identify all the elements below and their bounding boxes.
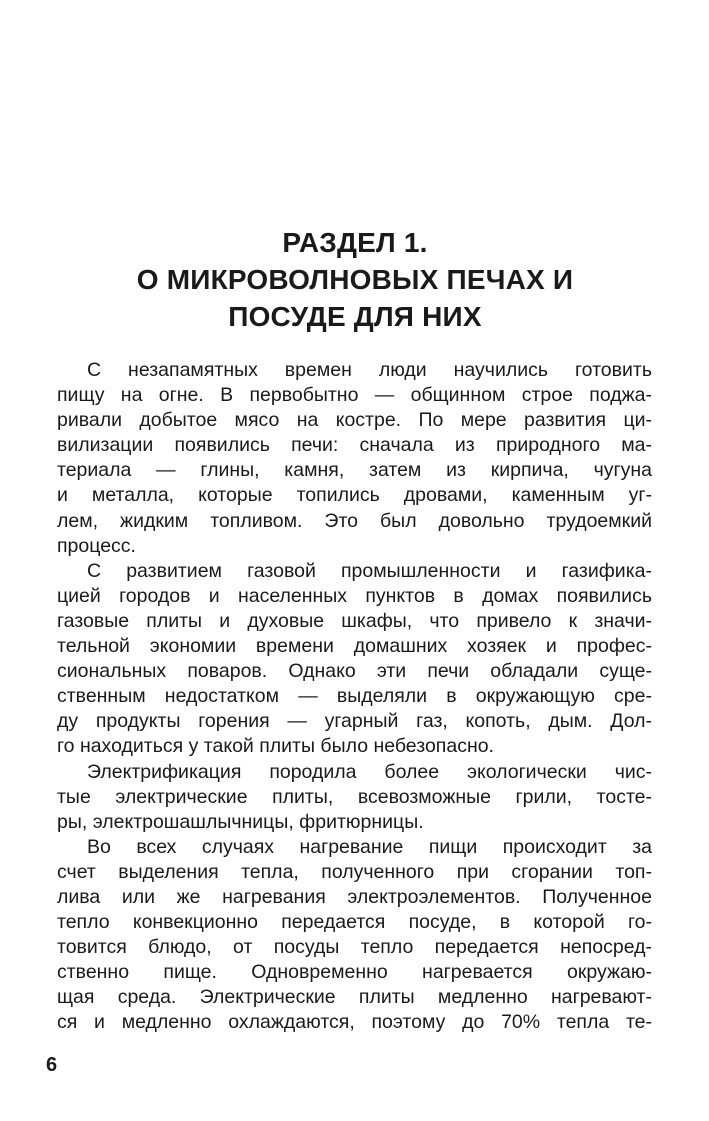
text-line: цией городов и населенных пунктов в домах появились xyxy=(57,584,652,607)
paragraph-4 xyxy=(57,835,652,1036)
paragraph-1 xyxy=(57,358,652,559)
heading-line-2: О МИКРОВОЛНОВЫХ ПЕЧАХ И xyxy=(136,264,574,295)
text-line: Электрификация породила более экологически чис- xyxy=(87,760,652,783)
paragraph-3 xyxy=(57,760,652,835)
text-line: газовые плиты и духовые шкафы, что привело к значи- xyxy=(57,609,652,632)
text-line: го находиться у такой плиты было небезопасно. xyxy=(57,735,494,758)
text-line: тельной экономии времени домашних хозяек и профес- xyxy=(57,635,652,658)
text-line: Во всех случаях нагревание пищи происходит за xyxy=(87,835,652,858)
text-line: ственным недостатком — выделяли в окружающую сре- xyxy=(57,685,652,708)
text-line: и металла, которые топились дровами, каменным уг- xyxy=(57,484,652,507)
text-line: товится блюдо, от посуды тепло передается непосред- xyxy=(57,936,652,959)
text-line: лем, жидким топливом. Это был довольно трудоемкий xyxy=(57,509,652,532)
paragraph-2 xyxy=(57,559,652,760)
text-line: щая среда. Электрические плиты медленно нагревают- xyxy=(57,986,652,1009)
text-line: вилизации появились печи: сначала из природного ма- xyxy=(57,434,652,457)
text-line: С развитием газовой промышленности и газифика- xyxy=(87,559,652,582)
text-line: ду продукты горения — угарный газ, копоть, дым. Дол- xyxy=(57,710,652,733)
heading-line-1: РАЗДЕЛ 1. xyxy=(282,227,428,258)
page-number: 6 xyxy=(46,1054,58,1076)
text-line: процесс. xyxy=(57,534,136,557)
text-line: ся и медленно охлаждаются, поэтому до 70% тепла те- xyxy=(57,1011,652,1034)
section-heading xyxy=(55,224,655,335)
text-line: С незапамятных времен люди научились готовить xyxy=(87,359,652,381)
text-line: ры, электрошашлычницы, фритюрницы. xyxy=(57,810,424,833)
text-line: пищу на огне. В первобытно — общинном строе поджа- xyxy=(57,384,652,407)
text-line: териала — глины, камня, затем из кирпича, чугуна xyxy=(57,459,652,482)
text-line: счет выделения тепла, полученного при сгорании топ- xyxy=(57,860,652,883)
text-line: тепло конвекционно передается посуде, в которой го- xyxy=(57,911,652,934)
text-line: тые электрические плиты, всевозможные грили, тосте- xyxy=(57,785,652,808)
body-text xyxy=(57,358,652,1036)
heading-line-3: ПОСУДЕ ДЛЯ НИХ xyxy=(228,301,482,332)
text-line: ривали добытое мясо на костре. По мере развития ци- xyxy=(57,409,652,432)
text-line: сиональных поваров. Однако эти печи обладали суще- xyxy=(57,660,652,683)
text-line: лива или же нагревания электроэлементов. Полученное xyxy=(57,885,652,908)
text-line: ственно пище. Одновременно нагревается окружаю- xyxy=(57,961,652,984)
